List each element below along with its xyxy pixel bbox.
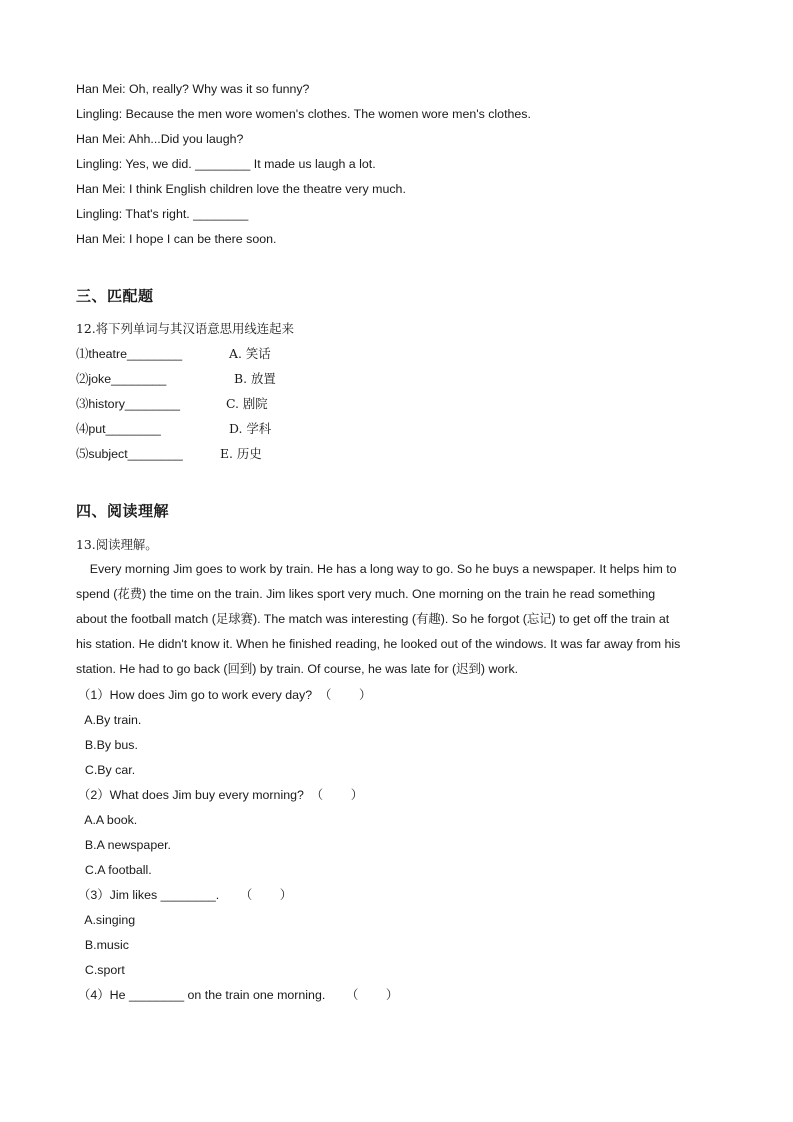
matching-meaning: C. 剧院 bbox=[226, 396, 268, 411]
option-item: A.singing bbox=[78, 913, 136, 927]
reading-passage bbox=[76, 557, 716, 682]
dialogue-line: Lingling: That's right. ________ bbox=[76, 207, 249, 221]
option-item: B.By bus. bbox=[78, 738, 138, 752]
passage-line: his station. He didn't know it. When he finished reading, he looked out of the windows. It was far away from his bbox=[76, 637, 681, 651]
option-item: C.By car. bbox=[78, 763, 136, 777]
passage-line: about the football match (足球赛). The match was interesting (有趣). So he forgot (忘记) to get off the train at bbox=[76, 612, 670, 626]
option-item: B.A newspaper. bbox=[78, 838, 171, 852]
section-heading-reading: 四、阅读理解 bbox=[76, 502, 170, 520]
matching-word: ⑶history________ bbox=[76, 397, 181, 411]
matching-meaning: A. 笑话 bbox=[229, 346, 271, 361]
dialogue-line: Lingling: Yes, we did. ________ It made us laugh a lot. bbox=[76, 157, 376, 171]
dialogue-line: Han Mei: Ahh...Did you laugh? bbox=[76, 132, 244, 146]
matching-word: ⑸subject________ bbox=[76, 447, 183, 461]
passage-line: Every morning Jim goes to work by train. He has a long way to go. So he buys a newspaper. It helps him to bbox=[76, 562, 677, 576]
matching-word: ⑵joke________ bbox=[76, 372, 167, 386]
passage-line: station. He had to go back (回到) by train. Of course, he was late for (迟到) work. bbox=[76, 662, 519, 676]
question-item: （4）He ________ on the train one morning. （ ） bbox=[78, 988, 399, 1002]
matching-word: ⑷put________ bbox=[76, 422, 161, 436]
dialogue-line: Han Mei: I think English children love the theatre very much. bbox=[76, 182, 406, 196]
question-12: 12.将下列单词与其汉语意思用线连起来 bbox=[76, 321, 294, 336]
option-item: C.A football. bbox=[78, 863, 152, 877]
dialogue-line: Lingling: Because the men wore women's clothes. The women wore men's clothes. bbox=[76, 107, 531, 121]
option-item: C.sport bbox=[78, 963, 125, 977]
matching-word: ⑴theatre________ bbox=[76, 347, 183, 361]
dialogue-line: Han Mei: Oh, really? Why was it so funny? bbox=[76, 82, 310, 96]
option-item: A.By train. bbox=[78, 713, 142, 727]
question-item: （1）How does Jim go to work every day? （ ） bbox=[78, 688, 372, 702]
passage-line: spend (花费) the time on the train. Jim likes sport very much. One morning on the train he read something bbox=[76, 587, 656, 601]
option-item: A.A book. bbox=[78, 813, 138, 827]
section-heading-matching: 三、匹配题 bbox=[76, 287, 154, 305]
option-item: B.music bbox=[78, 938, 129, 952]
matching-meaning: D. 学科 bbox=[229, 421, 272, 436]
dialogue-line: Han Mei: I hope I can be there soon. bbox=[76, 232, 277, 246]
question-item: （3）Jim likes ________. （ ） bbox=[78, 888, 293, 902]
matching-meaning: B. 放置 bbox=[234, 371, 276, 386]
question-13: 13.阅读理解。 bbox=[76, 537, 158, 552]
question-item: （2）What does Jim buy every morning? （ ） bbox=[78, 788, 364, 802]
matching-meaning: E. 历史 bbox=[220, 446, 262, 461]
